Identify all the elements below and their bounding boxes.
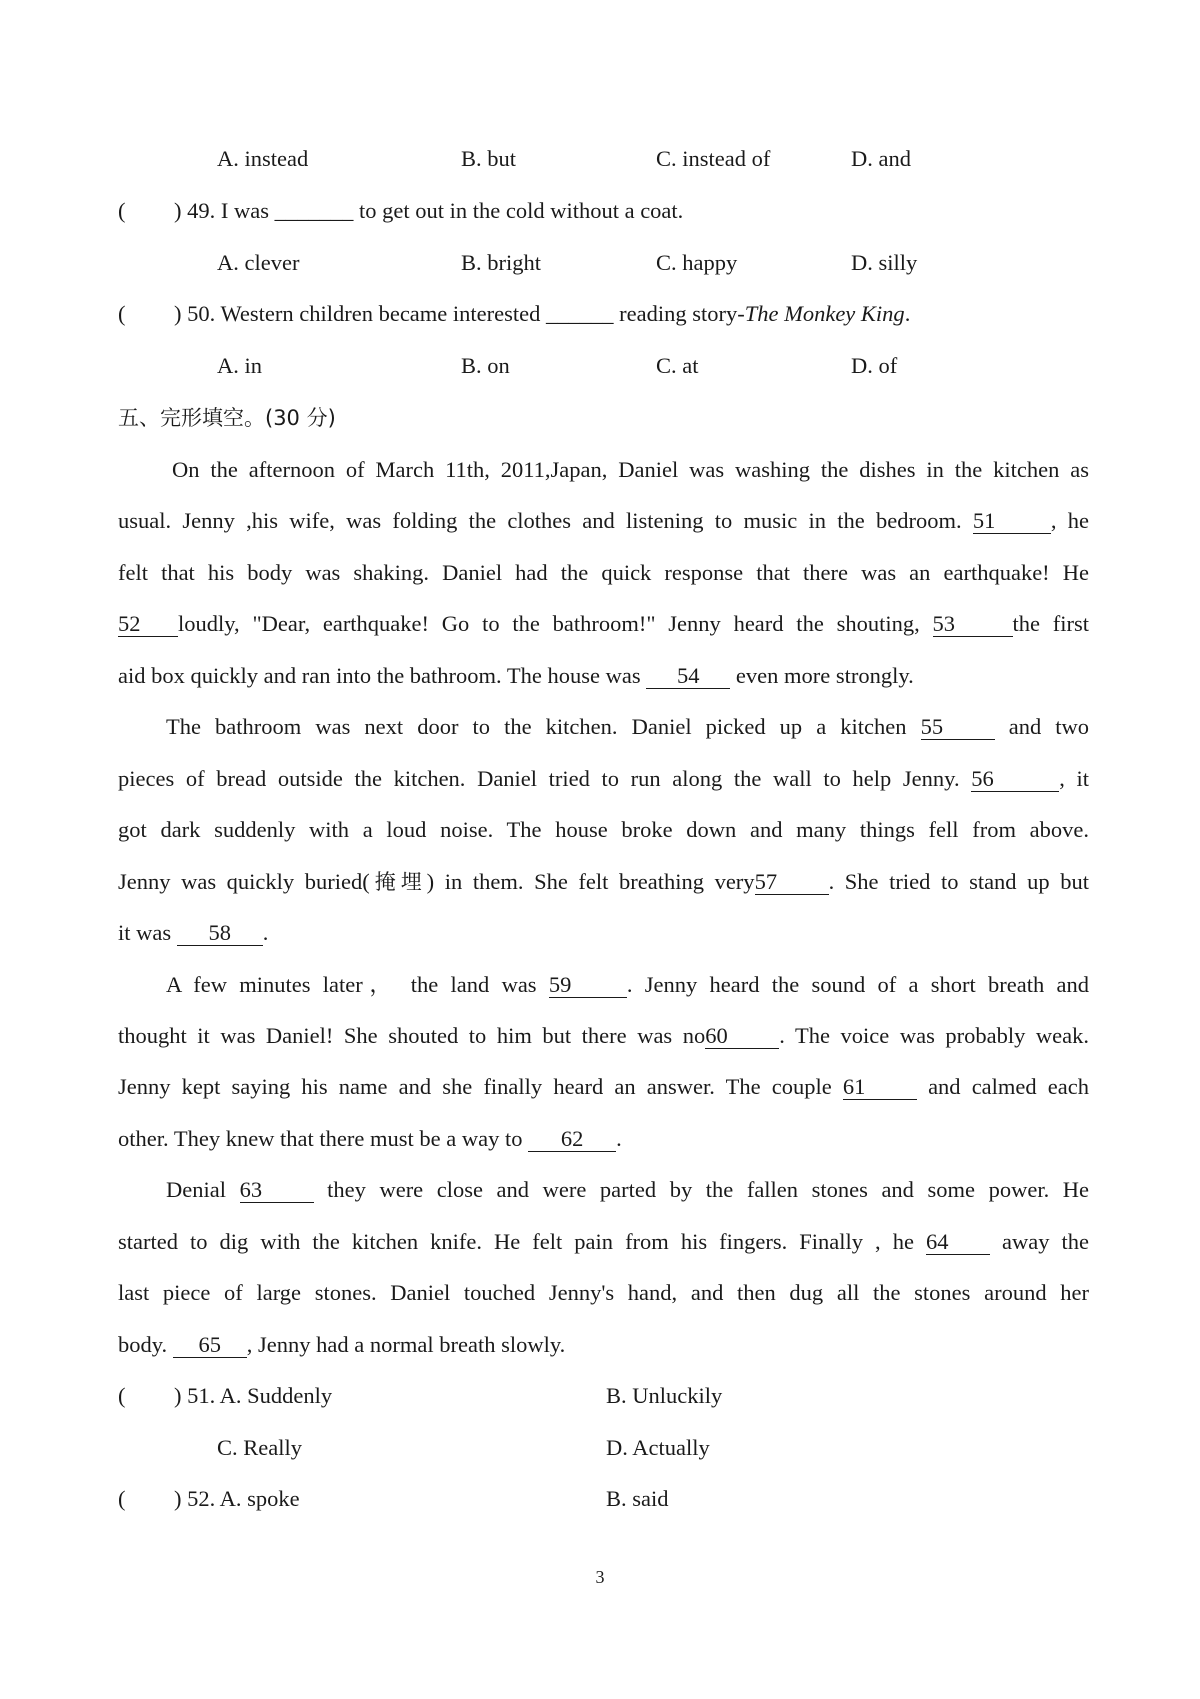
q51-option-b: B. Unluckily — [606, 1383, 723, 1408]
q51-option-d: D. Actually — [606, 1435, 710, 1460]
answer-bracket: ( — [118, 301, 126, 326]
blank-59: 59 — [549, 973, 627, 998]
q52-option-b: B. said — [606, 1486, 669, 1511]
q48-option-b: B. but — [461, 146, 517, 171]
q50-book-title: The Monkey King — [744, 301, 905, 326]
page-number: 3 — [595, 1567, 605, 1587]
blank-64: 64 — [926, 1230, 990, 1255]
answer-bracket: ( — [118, 198, 126, 223]
q51-option-a: ) 51. A. Suddenly — [174, 1383, 333, 1408]
blank-61: 61 — [843, 1075, 917, 1100]
passage-line: it was 58 . — [118, 920, 269, 945]
question-text — [174, 300, 910, 328]
passage-line: felt that his body was shaking. Daniel had the quick response that there was an earthquake! He — [118, 560, 1089, 585]
passage-line: Jenny kept saying his name and she finally heard an answer. The couple 61 and calmed each — [118, 1074, 1090, 1099]
blank-53: 53 — [933, 612, 1013, 637]
passage-line: aid box quickly and ran into the bathroom. The house was 54 even more strongly. — [118, 663, 914, 688]
blank-51: 51 — [973, 509, 1051, 534]
passage-line: usual. Jenny ,his wife, was folding the clothes and listening to music in the bedroom. 51 , he — [118, 508, 1089, 533]
q49-stem-start: ) 49. I was — [174, 198, 275, 223]
q49-option-d: D. silly — [851, 250, 918, 275]
passage-line: pieces of bread outside the kitchen. Daniel tried to run along the wall to help Jenny. 56 , it — [118, 766, 1089, 791]
q52-option-a: ) 52. A. spoke — [174, 1486, 300, 1511]
question-text — [174, 197, 683, 225]
q48-option-d: D. and — [851, 146, 911, 171]
passage-line: Jenny was quickly buried(掩埋) in them. She felt breathing very57 . She tried to stand up but — [118, 869, 1090, 894]
q50-option-c: C. at — [656, 353, 699, 378]
q48-option-c: C. instead of — [656, 146, 771, 171]
q50-blank: ______ — [546, 301, 614, 326]
blank-55: 55 — [921, 715, 995, 740]
passage-line: other. They knew that there must be a way to 62 . — [118, 1126, 622, 1151]
q50-option-a: A. in — [217, 353, 262, 378]
q50-option-b: B. on — [461, 353, 510, 378]
q49-blank: _______ — [274, 198, 354, 223]
passage-line: started to dig with the kitchen knife. He felt pain from his fingers. Finally , he 64 away the — [118, 1229, 1089, 1254]
blank-58: 58 — [177, 921, 263, 946]
passage-line: The bathroom was next door to the kitchen. Daniel picked up a kitchen 55 and two — [166, 714, 1090, 739]
answer-bracket: ( — [118, 1486, 126, 1511]
q50-stem-mid: reading story- — [613, 301, 745, 326]
q49-option-c: C. happy — [656, 250, 738, 275]
q49-option-a: A. clever — [217, 250, 300, 275]
q50-stem-end: . — [904, 301, 911, 326]
blank-62: 62 — [528, 1127, 616, 1152]
blank-54: 54 — [646, 664, 730, 689]
blank-60: 60 — [705, 1024, 779, 1049]
blank-57: 57 — [755, 870, 829, 895]
passage-line: Denial 63 they were close and were parted by the fallen stones and some power. He — [166, 1177, 1090, 1202]
passage-line: thought it was Daniel! She shouted to him but there was no60 . The voice was probably weak. — [118, 1023, 1090, 1048]
q51-option-c: C. Really — [217, 1435, 302, 1460]
blank-56: 56 — [971, 767, 1059, 792]
passage-line: 52 loudly, "Dear, earthquake! Go to the bathroom!" Jenny heard the shouting, 53 the first — [118, 611, 1090, 636]
passage-line: last piece of large stones. Daniel touched Jenny's hand, and then dug all the stones around her — [118, 1280, 1089, 1305]
passage-line: got dark suddenly with a loud noise. The house broke down and many things fell from above. — [118, 817, 1089, 842]
q50-stem-start: ) 50. Western children became interested — [174, 301, 546, 326]
section-heading: 五、完形填空。(30 分) — [118, 406, 336, 430]
blank-65: 65 — [173, 1333, 247, 1358]
blank-63: 63 — [240, 1178, 314, 1203]
q49-option-b: B. bright — [461, 250, 542, 275]
passage-line: body. 65 , Jenny had a normal breath slowly. — [118, 1332, 566, 1357]
blank-52: 52 — [118, 612, 178, 637]
answer-bracket: ( — [118, 1383, 126, 1408]
q49-stem-end: to get out in the cold without a coat. — [353, 198, 684, 223]
q48-option-a: A. instead — [217, 146, 309, 171]
passage-line: On the afternoon of March 11th, 2011,Japan, Daniel was washing the dishes in the kitchen as — [172, 457, 1089, 482]
q50-option-d: D. of — [851, 353, 898, 378]
passage-line: A few minutes later， the land was 59 . Jenny heard the sound of a short breath and — [166, 972, 1090, 997]
